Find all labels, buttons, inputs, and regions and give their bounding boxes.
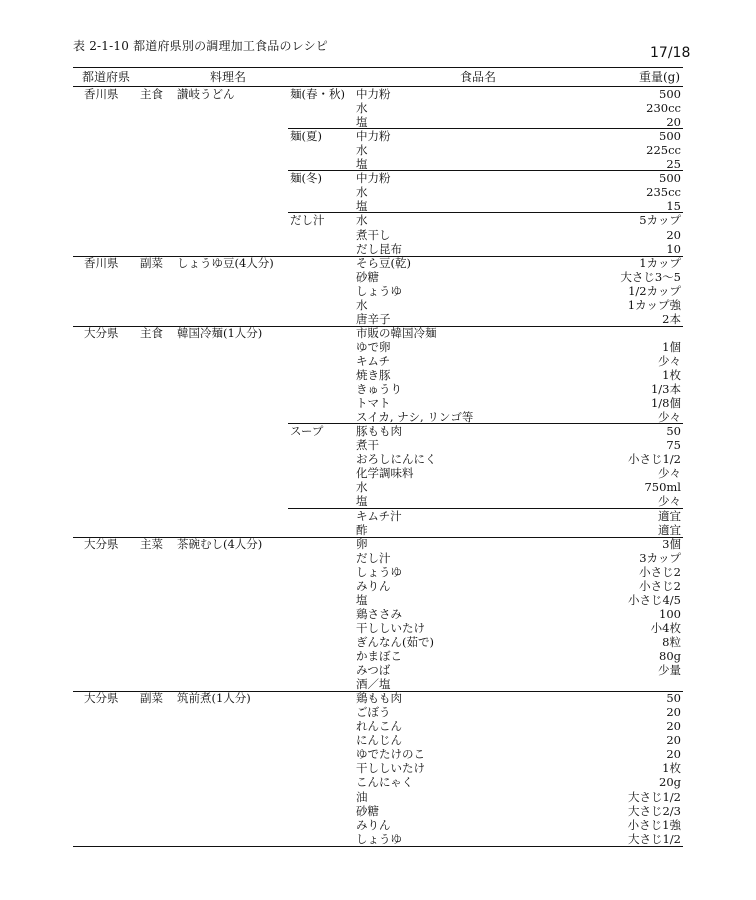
ingredient-weight: 50 (666, 424, 681, 439)
ingredient-name: ぎんなん(茹で) (356, 634, 434, 649)
ingredient-name: 水 (356, 297, 368, 312)
ingredient-weight: 少々 (658, 494, 681, 509)
ingredient-name: 中力粉 (356, 129, 391, 144)
ingredient-name: だし汁 (356, 550, 391, 565)
ingredient-name: しょうゆ (356, 831, 402, 846)
ingredient-name: みりん (356, 817, 391, 832)
ingredient-weight: 8粒 (662, 634, 681, 649)
ingredient-weight: 大さじ1/2 (627, 831, 681, 846)
ingredient-name: 鶏もも肉 (356, 691, 402, 706)
recipe-dish-name: 茶碗むし(4人分) (177, 536, 263, 551)
ingredient-weight: 20 (666, 747, 681, 762)
ingredient-weight: 100 (659, 606, 681, 621)
ingredient-weight: 3個 (662, 536, 681, 551)
ingredient-name: こんにゃく (356, 775, 414, 790)
recipe-prefecture: 大分県 (84, 325, 119, 340)
ingredient-name: みりん (356, 578, 391, 593)
ingredient-weight: 225cc (646, 143, 681, 158)
table-top-rule (73, 67, 683, 68)
ingredient-name: 卵 (356, 536, 368, 551)
page-number: 17/18 (650, 45, 691, 61)
ingredient-name: おろしにんにく (356, 452, 437, 467)
table-caption: 表 2-1-10 都道府県別の調理加工食品のレシピ (73, 39, 328, 53)
ingredient-weight: 少々 (658, 410, 681, 425)
recipe-dish-name: 韓国冷麺(1人分) (177, 325, 263, 340)
recipe-dish-name: 讃岐うどん (177, 87, 235, 101)
recipe-dish-name: 筑前煮(1人分) (177, 691, 251, 706)
ingredient-name: 酒／塩 (356, 677, 391, 692)
ingredient-weight: 20 (666, 733, 681, 748)
recipe-prefecture: 香川県 (84, 87, 119, 101)
ingredient-name: キムチ (356, 353, 391, 368)
ingredient-name: しょうゆ (356, 564, 402, 579)
ingredient-weight: 500 (659, 171, 681, 186)
ingredient-weight: 小さじ1/2 (627, 452, 681, 467)
ingredient-weight: 2本 (662, 311, 681, 326)
ingredient-name: にんじん (356, 733, 402, 748)
header-prefecture: 都道府県 (82, 70, 131, 84)
ingredient-weight: 50 (666, 691, 681, 706)
ingredient-name: 塩 (356, 199, 368, 214)
ingredient-name: 煮干し (356, 227, 391, 242)
group-label: 麺(夏) (290, 129, 322, 144)
ingredient-name: しょうゆ (356, 283, 402, 298)
ingredient-name: 塩 (356, 115, 368, 130)
ingredient-name: 塩 (356, 592, 368, 607)
ingredient-weight: 1個 (662, 339, 681, 354)
ingredient-weight: 少々 (658, 353, 681, 368)
ingredient-name: 唐辛子 (356, 311, 391, 326)
ingredient-name: ゆでたけのこ (356, 747, 425, 762)
ingredient-name: 焼き豚 (356, 368, 391, 382)
ingredient-name: れんこん (356, 719, 402, 734)
ingredient-weight: 20g (659, 775, 681, 790)
ingredient-name: 水 (356, 480, 368, 495)
header-food: 食品名 (460, 70, 497, 84)
ingredient-weight: 小さじ1強 (627, 817, 681, 832)
ingredient-name: ごぼう (356, 705, 391, 720)
recipe-category: 主菜 (140, 536, 163, 551)
ingredient-name: 水 (356, 101, 368, 116)
ingredient-name: 塩 (356, 157, 368, 172)
ingredient-name: そら豆(乾) (356, 255, 411, 270)
recipe-category: 主食 (140, 325, 163, 340)
ingredient-name: かまぼこ (356, 649, 402, 663)
ingredient-name: 砂糖 (356, 269, 379, 284)
ingredient-weight: 20 (666, 705, 681, 720)
ingredient-name: 水 (356, 213, 368, 228)
ingredient-weight: 3カップ (639, 550, 681, 565)
ingredient-weight: 750ml (644, 480, 681, 495)
recipe-prefecture: 大分県 (84, 691, 119, 706)
ingredient-weight: 5カップ (639, 213, 681, 228)
ingredient-weight: 大さじ2/3 (627, 803, 681, 818)
ingredient-name: キムチ汁 (356, 508, 402, 523)
ingredient-weight: 15 (666, 199, 681, 214)
table-bottom-rule (73, 846, 683, 847)
ingredient-weight: 20 (666, 115, 681, 130)
ingredient-weight: 少々 (658, 466, 681, 481)
ingredient-weight: 小4枚 (650, 620, 681, 635)
ingredient-name: スイカ, ナシ, リンゴ等 (356, 410, 474, 425)
group-label: だし汁 (290, 213, 325, 228)
ingredient-weight: 1枚 (662, 368, 681, 382)
ingredient-name: だし昆布 (356, 241, 402, 256)
ingredient-name: きゅうり (356, 382, 402, 397)
ingredient-weight: 少量 (658, 663, 681, 678)
recipe-prefecture: 大分県 (84, 536, 119, 551)
ingredient-name: 市販の韓国冷麺 (356, 325, 437, 340)
ingredient-name: 干ししいたけ (356, 761, 425, 776)
ingredient-weight: 1/8個 (650, 396, 681, 411)
recipe-dish-name: しょうゆ豆(4人分) (177, 255, 274, 270)
ingredient-name: トマト (356, 396, 391, 411)
recipe-category: 副菜 (140, 255, 163, 270)
ingredient-weight: 1/2カップ (628, 283, 681, 298)
ingredient-weight: 80g (659, 649, 681, 663)
ingredient-name: 水 (356, 143, 368, 158)
recipe-category: 主食 (140, 87, 163, 101)
ingredient-name: 干ししいたけ (356, 620, 425, 635)
ingredient-weight: 10 (666, 241, 681, 256)
ingredient-name: 鶏ささみ (356, 606, 402, 621)
ingredient-weight: 大さじ3～5 (620, 269, 681, 284)
recipe-category: 副菜 (140, 691, 163, 706)
ingredient-name: 水 (356, 185, 368, 200)
ingredient-name: 砂糖 (356, 803, 379, 818)
header-weight: 重量(g) (638, 70, 680, 84)
group-label: 麺(春・秋) (290, 87, 345, 101)
ingredient-name: 化学調味料 (356, 466, 414, 481)
ingredient-name: 中力粉 (356, 171, 391, 186)
ingredient-weight: 1/3本 (650, 382, 681, 397)
ingredient-weight: 25 (666, 157, 681, 172)
ingredient-weight: 230cc (646, 101, 681, 116)
ingredient-name: 中力粉 (356, 87, 391, 101)
ingredient-weight: 大さじ1/2 (627, 789, 681, 804)
ingredient-name: ゆで卵 (356, 339, 391, 354)
ingredient-weight: 1カップ強 (627, 297, 681, 312)
ingredient-weight: 適宜 (658, 522, 681, 537)
group-label: スープ (290, 424, 324, 439)
ingredient-weight: 小さじ2 (639, 564, 681, 579)
ingredient-weight: 1枚 (662, 761, 681, 776)
header-dish: 料理名 (210, 70, 247, 84)
ingredient-name: 煮干 (356, 438, 379, 453)
ingredient-weight: 235cc (646, 185, 681, 200)
ingredient-name: 塩 (356, 494, 368, 509)
ingredient-weight: 小さじ2 (639, 578, 681, 593)
ingredient-weight: 500 (659, 87, 681, 101)
ingredient-weight: 小さじ4/5 (627, 592, 681, 607)
ingredient-name: 豚もも肉 (356, 424, 402, 439)
ingredient-name: 油 (356, 789, 368, 804)
ingredient-weight: 500 (659, 129, 681, 144)
ingredient-weight: 20 (666, 719, 681, 734)
ingredient-weight: 適宜 (658, 508, 681, 523)
ingredient-weight: 20 (666, 227, 681, 242)
ingredient-name: 酢 (356, 522, 368, 537)
ingredient-name: みつば (356, 663, 391, 678)
ingredient-weight: 75 (666, 438, 681, 453)
ingredient-weight: 1カップ (639, 255, 681, 270)
group-label: 麺(冬) (290, 171, 322, 186)
recipe-prefecture: 香川県 (84, 255, 119, 270)
